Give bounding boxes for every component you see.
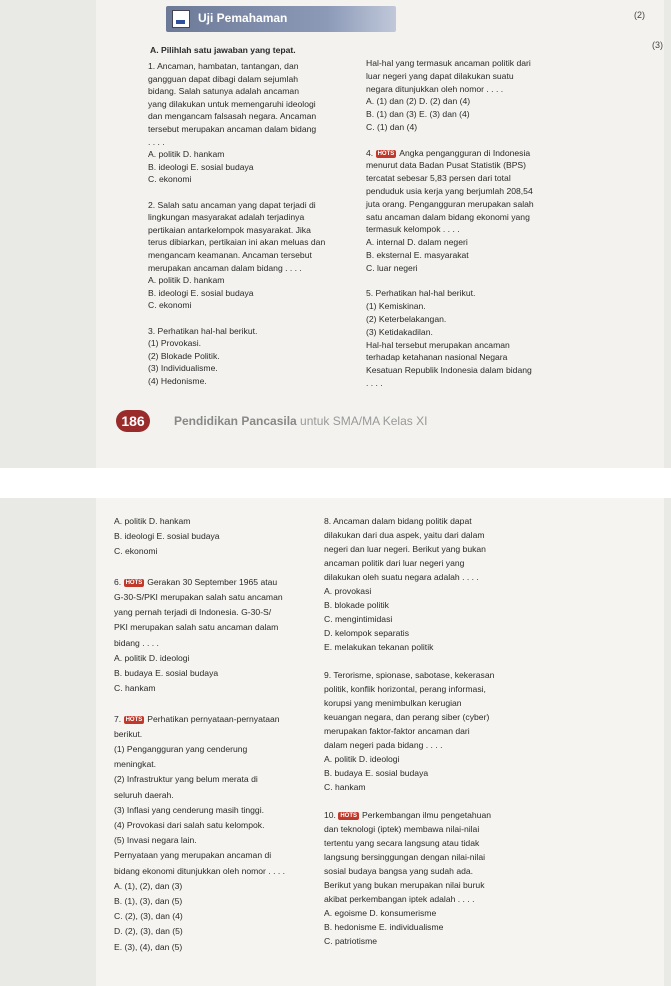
text-line: tertentu yang secara langsung atau tidak (324, 838, 480, 848)
text-line: merupakan faktor-faktor ancaman dari (324, 726, 470, 736)
text-line: 7. HOTS Perhatikan pernyataan-pernyataan (114, 713, 280, 724)
text-line: A. internal D. dalam negeri (366, 237, 468, 248)
book-title: Pendidikan Pancasila untuk SMA/MA Kelas XI (174, 414, 428, 428)
text-line: C. hankam (114, 683, 156, 694)
text-line: seluruh daerah. (114, 789, 174, 800)
text-line: langsung bersinggungan dengan nilai-nilai (324, 852, 486, 862)
text-line: B. blokade politik (324, 600, 389, 610)
text-line: PKI merupakan salah satu ancaman dalam (114, 622, 279, 633)
hots-badge: HOTS (340, 813, 358, 819)
text-line: 9. Terorisme, spionase, sabotase, kekerasan (324, 670, 495, 680)
text-line: penduduk usia kerja yang berjumlah 208,54 (366, 186, 533, 196)
text-line: dan teknologi (iptek) membawa nilai-nilai (324, 824, 480, 834)
text-line: B. hedonisme E. individualisme (324, 922, 444, 932)
text-line: politik, konflik horizontal, perang informasi, (324, 684, 486, 694)
text-line: juta orang. Pengangguran merupakan salah (366, 198, 534, 209)
text-line: 1. Ancaman, hambatan, tantangan, dan (148, 61, 299, 71)
text-line: (1) Provokasi. (148, 338, 202, 349)
hots-badge: HOTS (377, 150, 395, 157)
section-title: Uji Pemahaman (198, 11, 288, 25)
text-line: B. (1) dan (3) E. (3) dan (4) (366, 109, 470, 120)
text-line: dilakukan oleh suatu negara adalah . . . . (324, 572, 479, 582)
text-line: 6. HOTS Gerakan 30 September 1965 atau (114, 576, 278, 587)
text-line: tersebut merupakan ancaman dalam bidang (148, 124, 317, 134)
text-line: bidang . . . . (114, 637, 159, 648)
text-line: lingkungan masyarakat adalah terjadinya (148, 212, 305, 223)
text-line: B. ideologi E. sosial budaya (114, 531, 220, 542)
text-line: tercatat sebesar 5,83 persen dari total (366, 173, 511, 184)
text-line: termasuk kelompok . . . . (366, 224, 460, 235)
instruction: A. Pilihlah satu jawaban yang tepat. (150, 45, 296, 55)
page-top (96, 0, 664, 468)
text-line: D. kelompok separatis (324, 628, 410, 638)
text-line: korupsi yang menimbulkan kerugian (324, 698, 462, 708)
text-line: (4) Hedonisme. (148, 376, 207, 386)
text-line: (1) Kemiskinan. (366, 301, 426, 312)
page-number: 186 (116, 410, 150, 432)
text-line: bidang ekonomi ditunjukkan oleh nomor . . . . (114, 865, 286, 876)
text-line: (2) Infrastruktur yang belum merata di (114, 774, 258, 785)
text-line: (5) Invasi negara lain. (114, 835, 197, 846)
text-line: C. patriotisme (324, 936, 378, 946)
text-line: C. mengintimidasi (324, 614, 393, 624)
text-line: B. ideologi E. sosial budaya (148, 161, 254, 172)
text-line: dilakukan dari dua aspek, yaitu dari dalam (324, 530, 485, 540)
text-line: 4. HOTS Angka pengangguran di Indonesia (366, 147, 531, 158)
text-line: 5. Perhatikan hal-hal berikut. (366, 288, 476, 299)
text-line: bidang. Salah satunya adalah ancaman (148, 86, 299, 97)
text-line: C. ekonomi (148, 300, 192, 311)
text-line: (4) Provokasi dari salah satu kelompok. (114, 820, 265, 830)
text-line: meningkat. (114, 759, 157, 770)
hots-badge: HOTS (125, 579, 143, 586)
text-line: C. hankam (324, 782, 366, 792)
text-line: A. politik D. hankam (114, 516, 191, 526)
text-line: keuangan negara, dan perang siber (cyber) (324, 712, 490, 722)
text-line: Kesatuan Republik Indonesia dalam bidang (366, 365, 532, 376)
text-line: B. ideologi E. sosial budaya (148, 287, 254, 298)
text-line: B. (1), (3), dan (5) (114, 896, 183, 906)
text-line: 2. Salah satu ancaman yang dapat terjadi di (148, 199, 316, 210)
text-line: C. ekonomi (148, 174, 192, 185)
text-line: (3) Individualisme. (148, 363, 218, 374)
text-line: (2) Blokade Politik. (148, 350, 220, 361)
text-line: dan mengancam falsasah negara. Ancaman (148, 111, 317, 122)
text-line: A. politik D. hankam (148, 275, 225, 286)
text-line: (1) Pengangguran yang cenderung (114, 744, 248, 754)
text-line: yang dilakukan untuk memengaruhi ideologi (148, 98, 316, 109)
text-line: . . . . (148, 136, 165, 147)
text-line: (3) Inflasi yang cenderung masih tinggi. (114, 804, 264, 815)
text-line: A. (1), (2), dan (3) (114, 880, 183, 891)
text-line: G-30-S/PKI merupakan salah satu ancaman (114, 592, 283, 602)
text-line: E. (3), (4), dan (5) (114, 941, 183, 952)
text-line: A. (1) dan (2) D. (2) dan (4) (366, 96, 471, 107)
section-header (166, 6, 396, 32)
text-line: gangguan dapat dibagi dalam sejumlah (148, 73, 299, 84)
text-line: (2) Keterbelakangan. (366, 314, 447, 324)
text-line: A. egoisme D. konsumerisme (324, 908, 437, 918)
text-line: C. luar negeri (366, 262, 418, 273)
text-line: B. budaya E. sosial budaya (114, 668, 219, 678)
page-bottom (96, 498, 664, 986)
page-mark: (3) (652, 40, 663, 50)
text-line: A. politik D. ideologi (324, 754, 400, 764)
text-line: terhadap ketahanan nasional Negara (366, 352, 508, 363)
text-line: 8. Ancaman dalam bidang politik dapat (324, 516, 472, 526)
text-line: A. provokasi (324, 586, 372, 596)
text-line: menurut data Badan Pusat Statistik (BPS) (366, 160, 527, 171)
text-line: (3) Ketidakadilan. (366, 326, 433, 337)
text-line: yang pernah terjadi di Indonesia. G-30-S/ (114, 607, 272, 618)
text-line: negeri dan luar negeri. Berikut yang bukan (324, 544, 486, 554)
text-line: C. (2), (3), dan (4) (114, 911, 183, 922)
text-line: Hal-hal tersebut merupakan ancaman (366, 339, 510, 350)
text-line: . . . . (366, 378, 383, 388)
text-line: 3. Perhatikan hal-hal berikut. (148, 325, 258, 336)
text-line: B. budaya E. sosial budaya (324, 768, 429, 778)
text-line: sosial budaya bangsa yang sudah ada. (324, 866, 474, 876)
text-line: Berikut yang bukan merupakan nilai buruk (324, 880, 485, 890)
text-line: C. (1) dan (4) (366, 122, 418, 132)
text-line: A. politik D. hankam (148, 149, 225, 160)
text-line: merupakan ancaman dalam bidang . . . . (148, 262, 302, 273)
text-line: akibat perkembangan iptek adalah . . . . (324, 894, 475, 904)
text-line: luar negeri yang dapat dilakukan suatu (366, 70, 514, 81)
text-line: dalam negeri pada bidang . . . . (324, 740, 443, 750)
text-line: 10. HOTS Perkembangan ilmu pengetahuan (324, 810, 492, 820)
text-line: mengancam keamanan. Ancaman tersebut (148, 250, 312, 260)
hots-badge: HOTS (125, 716, 143, 723)
text-line: D. (2), (3), dan (5) (114, 926, 183, 937)
text-line: negara ditunjukkan oleh nomor . . . . (366, 83, 504, 94)
text-line: pertikaian antarkelompok masyarakat. Jika (148, 224, 311, 235)
text-line: terus dibiarkan, pertikaian ini akan meluas dan (148, 237, 326, 248)
text-line: A. politik D. ideologi (114, 652, 190, 663)
page-mark: (2) (634, 10, 645, 20)
book-icon (172, 10, 190, 28)
text-line: satu ancaman dalam bidang ekonomi yang (366, 211, 530, 222)
text-line: E. melakukan tekanan politik (324, 642, 434, 652)
text-line: ancaman politik dari luar negeri yang (324, 558, 465, 568)
text-line: berikut. (114, 728, 143, 739)
text-line: Hal-hal yang termasuk ancaman politik dari (366, 58, 531, 68)
text-line: C. ekonomi (114, 546, 158, 557)
text-line: B. eksternal E. masyarakat (366, 250, 469, 260)
text-line: Pernyataan yang merupakan ancaman di (114, 850, 272, 861)
page-separator (0, 468, 671, 498)
